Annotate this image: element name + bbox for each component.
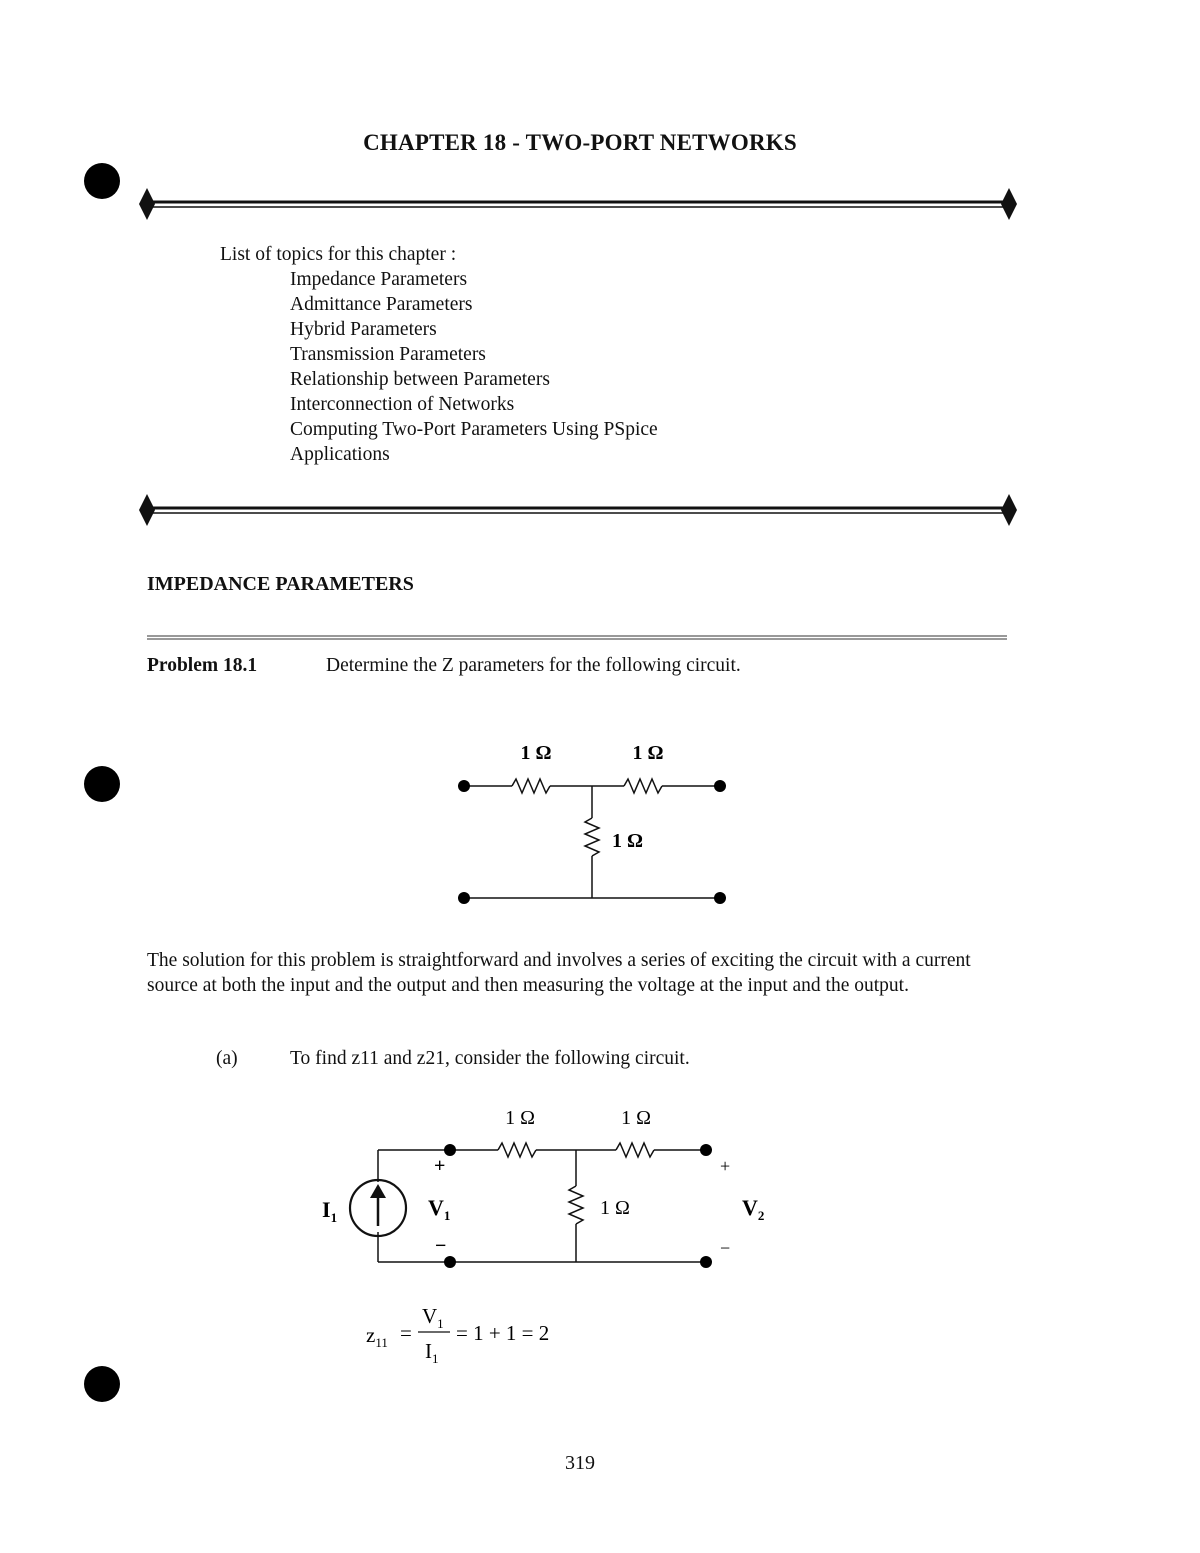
- resistor-left-label: 1 Ω: [505, 1107, 535, 1129]
- terminal-node: [444, 1144, 456, 1156]
- diamond-right-icon: [1001, 188, 1017, 220]
- top-divider: [135, 186, 1025, 222]
- v2-plus-sign: +: [720, 1156, 731, 1176]
- terminal-node: [700, 1256, 712, 1268]
- section-rule: [145, 634, 1010, 642]
- resistor-right: [616, 1143, 654, 1157]
- resistor-right-label: 1 Ω: [632, 742, 664, 764]
- current-source: [350, 1180, 406, 1236]
- resistor-shunt: [569, 1186, 583, 1224]
- terminal-node: [714, 780, 726, 792]
- part-a-text: To find z11 and z21, consider the following circuit.: [290, 1048, 690, 1069]
- topic-item: Impedance Parameters: [290, 269, 468, 290]
- punch-hole-top: [84, 163, 120, 199]
- t-network-circuit: [450, 735, 740, 915]
- equation-numerator: $V_1$: [422, 1304, 444, 1331]
- topic-item: Applications: [290, 444, 390, 465]
- part-a-label: (a): [216, 1048, 238, 1069]
- terminal-node: [458, 780, 470, 792]
- test-circuit-a: [310, 1098, 780, 1278]
- punch-hole-middle: [84, 766, 120, 802]
- topic-item: Interconnection of Networks: [290, 394, 515, 415]
- z11-equation: [360, 1296, 590, 1374]
- bottom-divider: [135, 492, 1025, 528]
- equation-rhs: = 1 + 1 = 2: [456, 1321, 550, 1345]
- resistor-right-label: 1 Ω: [621, 1107, 651, 1129]
- v2-minus-sign: −: [720, 1238, 731, 1258]
- equation-equals: =: [400, 1321, 412, 1345]
- equation-lhs: $z_{11}$: [366, 1323, 388, 1350]
- diamond-right-icon: [1001, 494, 1017, 526]
- v1-plus-sign: +: [434, 1155, 446, 1177]
- topics-list: [290, 267, 658, 467]
- terminal-node: [458, 892, 470, 904]
- resistor-shunt-label: 1 Ω: [612, 830, 644, 852]
- resistor-left: [498, 1143, 536, 1157]
- diamond-left-icon: [139, 188, 155, 220]
- v1-label: $V_1$: [428, 1195, 451, 1223]
- topic-item: Admittance Parameters: [290, 294, 473, 315]
- terminal-node: [444, 1256, 456, 1268]
- resistor-left: [512, 779, 550, 793]
- topic-item: Transmission Parameters: [290, 344, 486, 365]
- solution-text: The solution for this problem is straightforward and involves a series of exciting the circuit with a current source at both the input and the output and then measuring the voltage at the input and the output.: [147, 950, 971, 996]
- problem-label: Problem 18.1: [147, 655, 258, 676]
- resistor-right: [624, 779, 662, 793]
- v2-label: $V_2$: [742, 1195, 765, 1223]
- topic-item: Relationship between Parameters: [290, 369, 550, 390]
- section-heading: IMPEDANCE PARAMETERS: [147, 573, 414, 595]
- resistor-left-label: 1 Ω: [520, 742, 552, 764]
- diamond-left-icon: [139, 494, 155, 526]
- arrow-up-icon: [370, 1184, 386, 1198]
- v1-minus-sign: −: [435, 1235, 447, 1257]
- problem-text: Determine the Z parameters for the following circuit.: [326, 655, 741, 676]
- topics-heading: List of topics for this chapter :: [220, 244, 457, 265]
- chapter-title: CHAPTER 18 - TWO-PORT NETWORKS: [363, 130, 797, 155]
- topic-item: Hybrid Parameters: [290, 319, 437, 340]
- topic-item: Computing Two-Port Parameters Using PSpice: [290, 419, 658, 440]
- page-number: 319: [565, 1452, 595, 1474]
- source-label: $I_1$: [322, 1197, 338, 1225]
- terminal-node: [700, 1144, 712, 1156]
- resistor-shunt-label: 1 Ω: [600, 1197, 630, 1219]
- punch-hole-bottom: [84, 1366, 120, 1402]
- terminal-node: [714, 892, 726, 904]
- equation-denominator: $I_1$: [425, 1339, 439, 1366]
- resistor-shunt: [585, 818, 599, 856]
